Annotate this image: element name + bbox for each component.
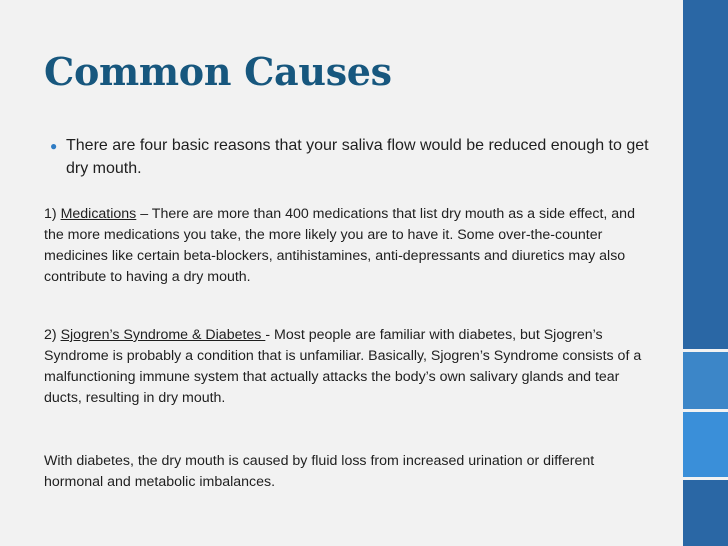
side-bar-segment bbox=[683, 480, 728, 546]
paragraph-body: - Most people are familiar with diabetes, but Sjogren’s Syndrome is probably a condition that is unfamiliar. Basically, Sjogren’s Syndrome consists of a malfunctioning immune system that actually attacks the body’s own salivary glands and tear ducts, resulting in dry mouth. bbox=[44, 327, 642, 406]
paragraph-prefix: 1) bbox=[44, 206, 61, 222]
paragraph-body: With diabetes, the dry mouth is caused by fluid loss from increased urination or different hormonal and metabolic imbalances. bbox=[44, 453, 595, 490]
slide-title: Common Causes bbox=[44, 49, 392, 94]
paragraph-prefix: 2) bbox=[44, 327, 61, 343]
decorative-side-bar bbox=[683, 0, 728, 546]
paragraph-body: – There are more than 400 medications that list dry mouth as a side effect, and the more medications you take, the more likely you are to have it. Some over-the-counter medicines like certain beta-blockers, antihistamines, anti-depressants and diuretics may also contribute to having a dry mouth. bbox=[44, 206, 635, 285]
side-bar-segment bbox=[683, 0, 728, 349]
side-bar-segment bbox=[683, 352, 728, 409]
bullet-item bbox=[50, 134, 650, 180]
side-bar-accent-segment bbox=[683, 412, 728, 477]
paragraph-medications bbox=[44, 204, 644, 288]
paragraph-sjogrens bbox=[44, 325, 644, 409]
bullet-text: There are four basic reasons that your saliva flow would be reduced enough to get dry mouth. bbox=[66, 137, 649, 177]
bullet-dot-icon: ● bbox=[50, 139, 58, 153]
medications-link[interactable]: Medications bbox=[60, 206, 137, 222]
paragraph-diabetes bbox=[44, 451, 644, 493]
sjogrens-diabetes-link[interactable]: Sjogren’s Syndrome & Diabetes bbox=[60, 327, 266, 343]
